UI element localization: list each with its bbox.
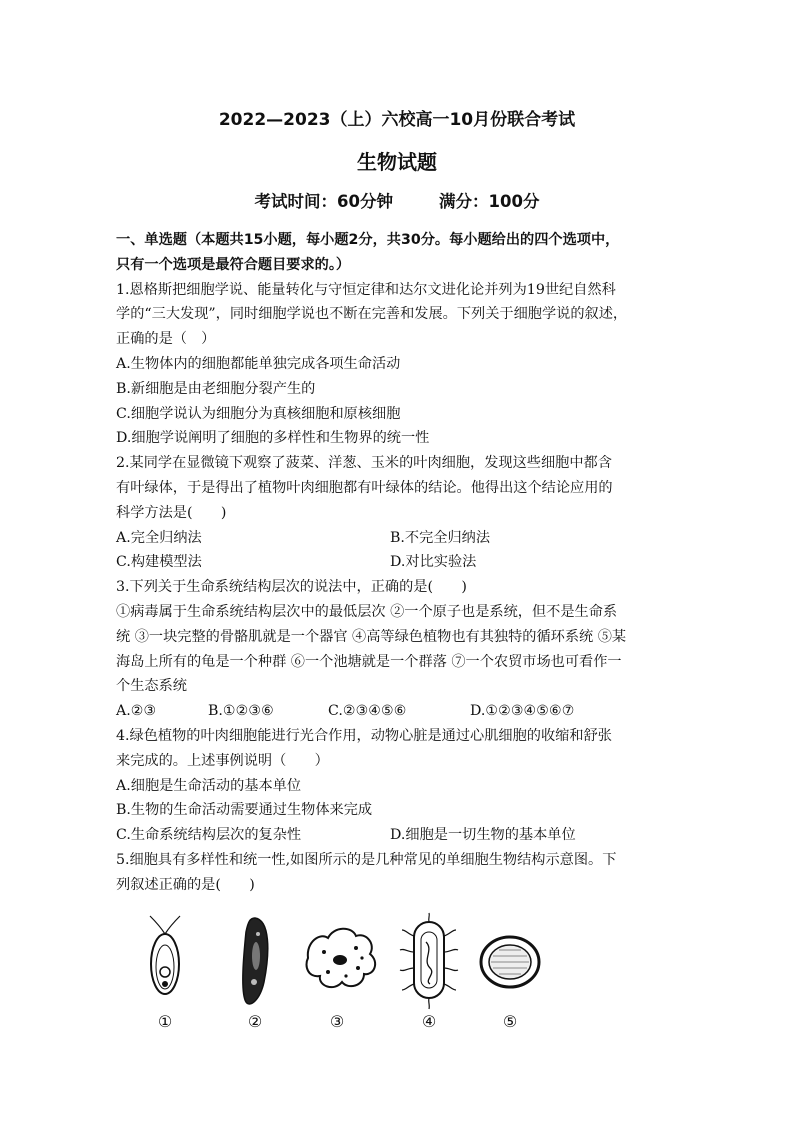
q3-stem-line: ①病毒属于生命系统结构层次中的最低层次 ②一个原子也是系统，但不是生命系 [116,603,618,620]
q2-stem-line: 2.某同学在显微镜下观察了菠菜、洋葱、玉米的叶肉细胞，发现这些细胞中都含 [116,455,612,472]
q4-stem-line: 来完成的。上述事例说明（ ） [116,752,329,769]
q3-stem-line: 统 ③一块完整的骨骼肌就是一个器官 ④高等绿色植物也有其独特的循环系统 ⑤某 [116,628,627,645]
q1-stem-line: 学的“三大发现”，同时细胞学说也不断在完善和发展。下列关于细胞学说的叙述， [116,306,628,323]
exam-subject: 生物试题 [357,150,437,174]
figure-label-2: ② [247,1012,263,1031]
exam-meta [0,188,794,212]
figure-item-3 [302,912,372,1042]
amoeba-illustration [302,912,382,1012]
q4-option-d: D.细胞是一切生物的基本单位 [390,827,576,844]
exam-time: 考试时间：60分钟 [254,192,393,211]
q4-option-b: B.生物的生命活动需要通过生物体来完成 [116,802,373,819]
q1-option-d: D.细胞学说阐明了细胞的多样性和生物界的统一性 [116,430,430,447]
bacterium-illustration [394,912,464,1012]
figure-label-5: ⑤ [502,1012,518,1031]
q1-stem-line: 1.恩格斯把细胞学说、能量转化与守恒定律和达尔文进化论并列为19世纪自然科 [116,281,616,298]
cell-figure [130,912,550,1042]
q2-option-c: C.构建模型法 [116,554,202,571]
figure-label-3: ③ [329,1012,345,1031]
q3-stem-line: 3.下列关于生命系统结构层次的说法中，正确的是( ) [116,579,467,596]
figure-label-4: ④ [421,1012,437,1031]
q2-stem-line: 有叶绿体，于是得出了植物叶肉细胞都有叶绿体的结论。他得出这个结论应用的 [116,479,613,496]
q2-option-b: B.不完全归纳法 [390,529,491,546]
q4-stem-line: 4.绿色植物的叶肉细胞能进行光合作用，动物心脏是通过心肌细胞的收缩和舒张 [116,727,612,744]
q4-option-a: A.细胞是生命活动的基本单位 [116,777,302,794]
q3-option-c: C.②③④⑤⑥ [328,703,407,720]
question-content [116,228,686,898]
q1-option-a: A.生物体内的细胞都能单独完成各项生命活动 [116,355,401,372]
figure-item-5 [475,912,545,1042]
figure-item-2 [220,912,290,1042]
q3-stem-line: 个生态系统 [116,678,187,695]
q4-options-row [116,823,686,848]
q2-stem-line: 科学方法是( ) [116,504,227,521]
q3-option-d: D.①②③④⑤⑥⑦ [470,703,575,720]
q3-stem-line: 海岛上所有的龟是一个种群 ⑥一个池塘就是一个群落 ⑦一个农贸市场也可看作一 [116,653,622,670]
round-cell-illustration [475,912,545,1012]
q5-stem-line: 列叙述正确的是( ) [116,876,255,893]
paramecium-illustration [220,912,290,1012]
chlamydomonas-illustration [130,912,200,1012]
q2-option-a: A.完全归纳法 [116,529,202,546]
q3-options-row [116,699,686,724]
section-heading: 一、单选题（本题共15小题，每小题2分，共30分。每小题给出的四个选项中， [116,232,620,248]
q2-options-row [116,550,686,575]
q5-stem-line: 5.细胞具有多样性和统一性,如图所示的是几种常见的单细胞生物结构示意图。下 [116,851,617,868]
q3-option-a: A.②③ [116,703,157,720]
q1-option-b: B.新细胞是由老细胞分裂产生的 [116,380,316,397]
q2-options-row [116,526,686,551]
figure-label-1: ① [157,1012,173,1031]
section-heading-cont: 只有一个选项是最符合题目要求的。） [116,256,351,273]
figure-item-4 [394,912,464,1042]
q1-stem-line: 正确的是（ ） [116,331,216,348]
q2-option-d: D.对比实验法 [390,554,477,571]
q4-option-c: C.生命系统结构层次的复杂性 [116,827,302,844]
exam-score: 满分：100分 [439,192,540,211]
figure-item-1 [130,912,200,1042]
exam-title: 2022—2023（上）六校高一10月份联合考试 [218,110,576,130]
q1-option-c: C.细胞学说认为细胞分为真核细胞和原核细胞 [116,405,401,422]
q3-option-b: B.①②③⑥ [208,703,274,720]
